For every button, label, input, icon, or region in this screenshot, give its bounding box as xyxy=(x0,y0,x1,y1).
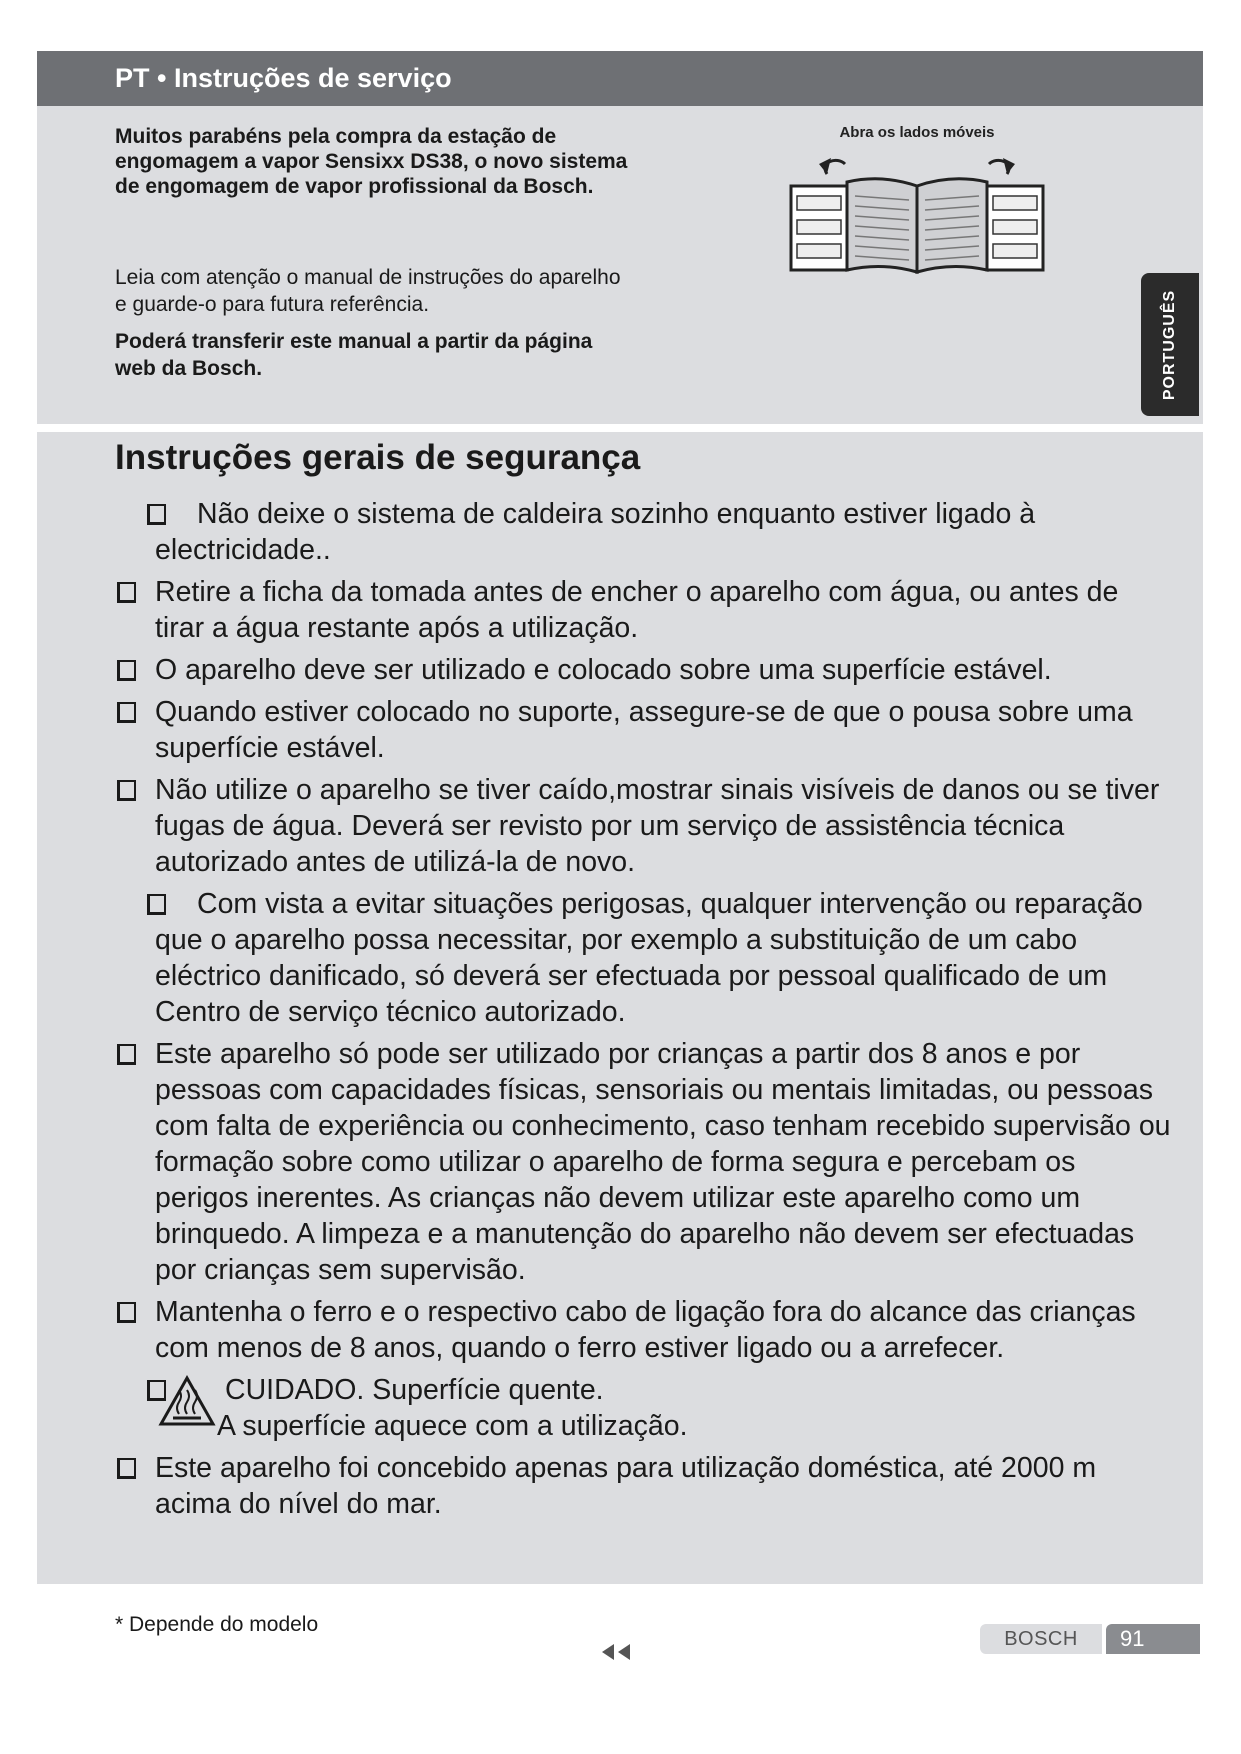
section-divider xyxy=(37,424,1203,432)
figure-caption: Abra os lados móveis xyxy=(839,124,995,141)
list-item xyxy=(115,652,1175,688)
footer-brand: BOSCH xyxy=(980,1624,1102,1654)
safety-panel xyxy=(37,432,1203,1584)
list-item xyxy=(115,1036,1175,1288)
caution-item xyxy=(115,1372,1175,1444)
checkbox-bullet-icon xyxy=(117,660,136,681)
list-item-text: Retire a ficha da tomada antes de encher o aparelho com água, ou antes de tirar a água restante após a utilização. xyxy=(155,576,1119,644)
list-item xyxy=(115,1294,1175,1366)
header-title: PT • Instruções de serviço xyxy=(115,63,452,93)
list-item-text: Este aparelho foi concebido apenas para utilização doméstica, até 2000 m acima do nível do mar. xyxy=(155,1452,1097,1520)
list-item-text: O aparelho deve ser utilizado e colocado sobre uma superfície estável. xyxy=(155,654,1052,686)
intro-download-manual: Poderá transferir este manual a partir da página web da Bosch. xyxy=(115,330,593,380)
hot-surface-warning-icon xyxy=(157,1374,217,1428)
caution-title: CUIDADO. Superfície quente. xyxy=(225,1374,604,1406)
language-tab[interactable] xyxy=(1141,273,1199,416)
list-item xyxy=(115,886,1175,1030)
language-tab-label: PORTUGUÊS xyxy=(1161,289,1178,400)
list-item-text: Este aparelho só pode ser utilizado por crianças a partir dos 8 anos e por pessoas com capacidades físicas, sensoriais ou mentais limitadas, ou pessoas com falta de experiência ou conhecimento, caso tenham recebido supervisão ou formação sobre como utilizar o aparelho de forma segura e percebam os perigos inerentes. As crianças não devem utilizar este aparelho como um brinquedo. A limpeza e a manutenção do aparelho não devem ser efectuadas por crianças sem supervisão. xyxy=(155,1038,1171,1286)
intro-panel xyxy=(37,106,1203,424)
checkbox-bullet-icon xyxy=(117,582,136,603)
list-item-text: Quando estiver colocado no suporte, assegure-se de que o pousa sobre uma superfície estável. xyxy=(155,696,1133,764)
intro-read-manual: Leia com atenção o manual de instruções do aparelho e guarde-o para futura referência. xyxy=(115,266,621,316)
caution-description: A superfície aquece com a utilização. xyxy=(217,1410,688,1442)
open-sides-figure xyxy=(747,124,1087,294)
page-number: 91 xyxy=(1106,1624,1200,1654)
checkbox-bullet-icon xyxy=(117,1458,136,1479)
checkbox-bullet-icon xyxy=(117,702,136,723)
list-item xyxy=(115,574,1175,646)
list-item xyxy=(115,496,1175,568)
checkbox-bullet-icon xyxy=(147,504,166,525)
list-item-text: Mantenha o ferro e o respectivo cabo de ligação fora do alcance das crianças com menos de 8 anos, quando o ferro estiver ligado ou a arrefecer. xyxy=(155,1296,1136,1364)
list-item xyxy=(115,694,1175,766)
list-item xyxy=(115,1450,1175,1522)
list-item-text: Não utilize o aparelho se tiver caído,mostrar sinais visíveis de danos ou se tiver fugas de água. Deverá ser revisto por um serviço de assistência técnica autorizado antes de utilizá-la de novo. xyxy=(155,774,1160,878)
checkbox-bullet-icon xyxy=(117,1302,136,1323)
list-item xyxy=(115,772,1175,880)
footer-note: * Depende do modelo xyxy=(115,1613,319,1636)
open-booklet-icon xyxy=(787,152,1047,276)
safety-list xyxy=(115,496,1175,1528)
header-bar xyxy=(37,51,1203,106)
checkbox-bullet-icon xyxy=(117,780,136,801)
list-item-text: Não deixe o sistema de caldeira sozinho enquanto estiver ligado à electricidade.. xyxy=(155,498,1036,566)
previous-page-icon[interactable] xyxy=(600,1642,634,1662)
safety-title: Instruções gerais de segurança xyxy=(115,438,641,477)
list-item-text: Com vista a evitar situações perigosas, qualquer intervenção ou reparação que o aparelho possa necessitar, por exemplo a substituição de um cabo eléctrico danificado, só deverá ser efectuada por pessoal qualificado de um Centro de serviço técnico autorizado. xyxy=(155,888,1143,1028)
checkbox-bullet-icon xyxy=(117,1044,136,1065)
checkbox-bullet-icon xyxy=(147,894,166,915)
intro-congratulations: Muitos parabéns pela compra da estação de engomagem a vapor Sensixx DS38, o novo sistema de engomagem de vapor profissional da Bosch. xyxy=(115,125,628,198)
